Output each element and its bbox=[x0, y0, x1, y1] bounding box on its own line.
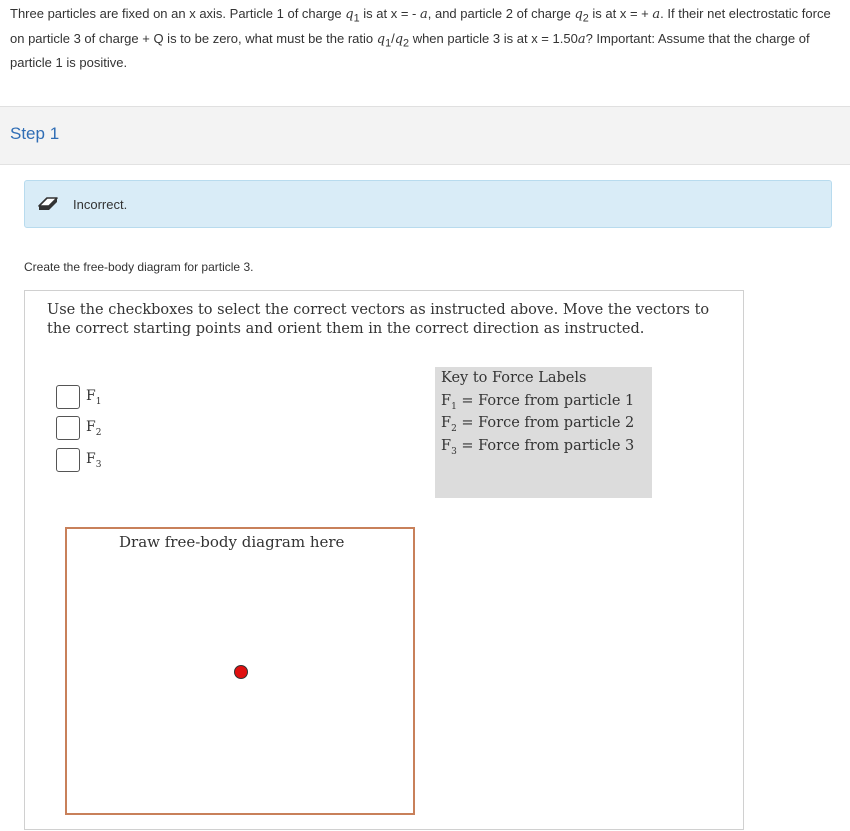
checkbox-box[interactable] bbox=[56, 385, 80, 409]
checkbox-label: $F_2$ bbox=[86, 419, 102, 438]
checkbox-label: $F_3$ bbox=[86, 451, 102, 470]
alert-text: Incorrect. bbox=[73, 197, 128, 212]
key-title: Key to Force Labels bbox=[441, 370, 587, 386]
particle-3-dot[interactable] bbox=[234, 665, 248, 679]
question-text: Three particles are fixed on an x axis. Particle 1 of charge $q_1$ is at x = - a, and particle 2 of charge $q_2$ is at x = + a. If their net electrostatic force on particle 3 of charge + Q is to be zero, what must be the ratio $q_1/q_2$ when particle 3 is at x = 1.50a? Important: Assume that the charge of particle 1 is positive. bbox=[10, 6, 831, 71]
draw-area-label: Draw free-body diagram here bbox=[119, 533, 345, 551]
eraser-icon bbox=[37, 194, 59, 212]
force-key bbox=[435, 367, 652, 498]
panel-instructions: Use the checkboxes to select the correct vectors as instructed above. Move the vectors to the correct starting points and orient them in the correct direction as instructed. bbox=[47, 302, 710, 337]
key-line-f3: $F_3$ = Force from particle 3 bbox=[441, 438, 635, 457]
key-line-f2: $F_2$ = Force from particle 2 bbox=[441, 415, 635, 434]
fbd-panel bbox=[24, 290, 744, 830]
checkbox-box[interactable] bbox=[56, 448, 80, 472]
step-title: Step 1 bbox=[10, 124, 60, 143]
step-header bbox=[0, 107, 850, 165]
incorrect-alert bbox=[24, 180, 832, 228]
checkbox-label: $F_1$ bbox=[86, 388, 102, 407]
checkbox-box[interactable] bbox=[56, 416, 80, 440]
key-line-f1: $F_1$ = Force from particle 1 bbox=[441, 393, 635, 412]
instruction-text: Create the free-body diagram for particle 3. bbox=[24, 260, 254, 274]
fbd-draw-area[interactable] bbox=[65, 527, 415, 815]
